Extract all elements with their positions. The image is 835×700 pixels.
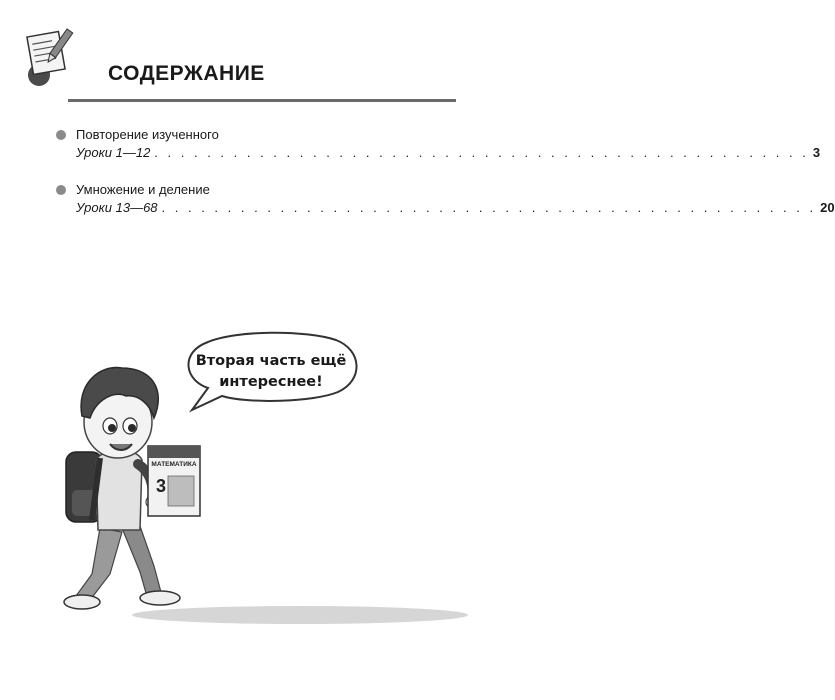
- toc-page-number: 20: [820, 200, 835, 215]
- toc-page-number: 3: [812, 145, 821, 160]
- toc-lessons-line: [56, 143, 821, 163]
- speech-text: Вторая часть ещё интереснее!: [195, 353, 347, 390]
- book-grade: 3: [156, 476, 167, 496]
- book-title: МАТЕМАТИКА: [151, 461, 197, 468]
- toc-heading-text: Умножение и деление: [76, 182, 210, 197]
- title-divider: [68, 99, 456, 102]
- toc-lessons-line: [56, 198, 835, 218]
- table-of-contents: [56, 126, 835, 236]
- bullet-icon: [56, 185, 66, 195]
- toc-lessons: Уроки 13—68: [76, 200, 158, 215]
- dot-leader: . . . . . . . . . . . . . . . . . . . . . . . . . . . . . . . . . . . . . . . . . . . . . . . . . .: [154, 145, 809, 160]
- toc-section-heading: [56, 126, 452, 143]
- notepad-pencil-icon: [22, 26, 74, 88]
- bullet-icon: [56, 130, 66, 140]
- toc-heading-text: Повторение изученного: [76, 127, 219, 142]
- page-title: СОДЕРЖАНИЕ: [108, 62, 265, 85]
- dot-leader: . . . . . . . . . . . . . . . . . . . . . . . . . . . . . . . . . . . . . . . . . . . . . . . . . .: [161, 200, 817, 215]
- toc-section-heading: [56, 181, 452, 198]
- toc-lessons: Уроки 1—12: [76, 145, 151, 160]
- math-book: [148, 446, 200, 516]
- toc-entry[interactable]: [56, 126, 821, 163]
- boy-illustration: [56, 360, 216, 620]
- toc-entry[interactable]: [56, 181, 835, 218]
